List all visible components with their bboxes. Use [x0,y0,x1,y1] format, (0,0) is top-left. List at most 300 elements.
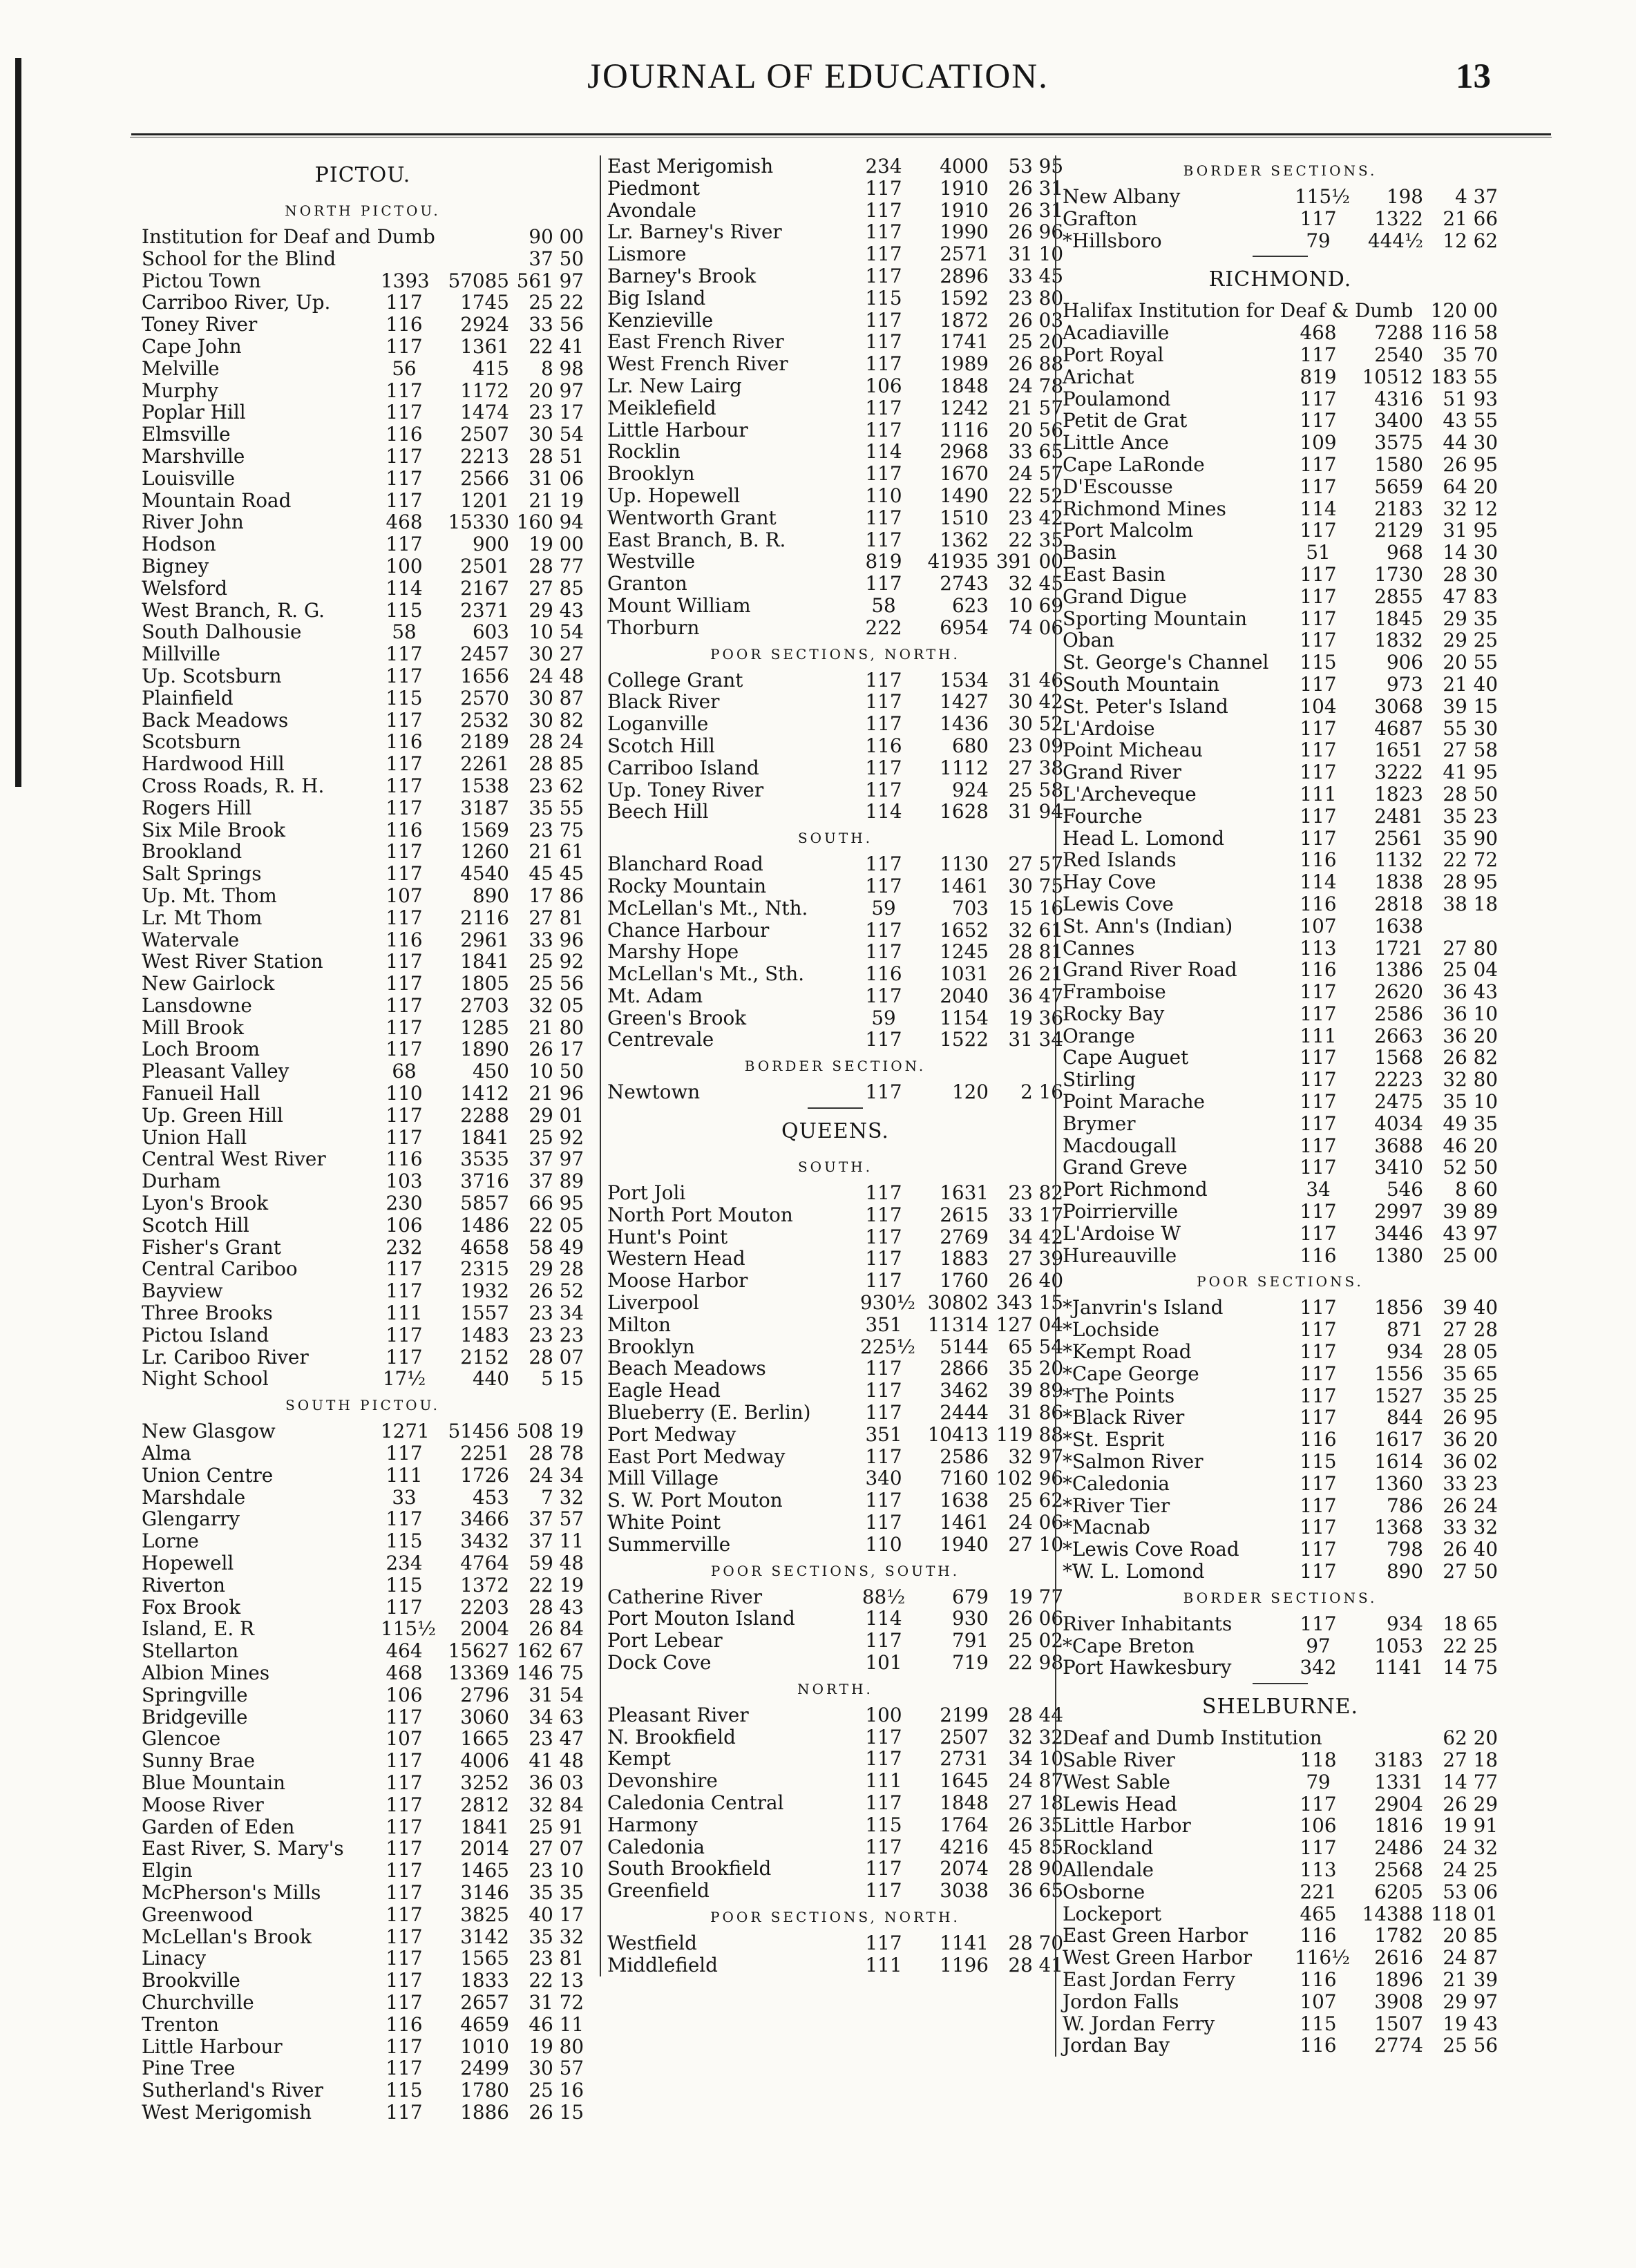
grant-amount: 30 52 [1008,712,1063,736]
school-section-name: Rocky Bay [1063,1002,1165,1025]
attendance-total: 2004 [460,1617,509,1641]
days-taught: 117 [865,506,902,529]
grant-amount: 28 81 [1008,940,1063,964]
days-taught: 117 [1300,409,1337,432]
attendance-total: 10413 [927,1422,989,1446]
attendance-total: 1565 [460,1947,509,1970]
grant-amount: 343 15 [996,1291,1063,1315]
school-section-name: College Grant [607,668,743,692]
school-section-name: Head L. Lomond [1063,826,1225,850]
attendance-total: 1154 [940,1006,989,1029]
table-row [607,463,1063,485]
days-taught: 117 [1300,1406,1337,1429]
days-taught: 117 [386,774,423,797]
grant-amount: 36 10 [1443,1002,1498,1025]
table-row [142,358,584,380]
days-taught: 33 [392,1485,417,1509]
table-row [607,1270,1063,1292]
attendance-total: 1260 [460,840,509,864]
school-section-name: Jordan Bay [1063,2034,1170,2057]
school-section-name: Poulamond [1063,387,1171,410]
attendance-total: 2074 [940,1857,989,1880]
days-taught: 117 [1300,1560,1337,1583]
days-taught: 117 [1300,584,1337,608]
grant-amount: 25 58 [1008,778,1063,801]
school-section-name: Hardwood Hill [142,752,285,776]
grant-amount: 183 55 [1430,365,1498,388]
school-section-name: Piedmont [607,176,701,200]
table-row [607,1292,1063,1314]
grant-amount: 28 05 [1443,1340,1498,1364]
grant-amount: 120 00 [1430,299,1498,323]
days-taught: 115 [1300,1450,1337,1474]
days-taught: 117 [865,690,902,714]
attendance-total: 1631 [940,1181,989,1205]
attendance-total: 2904 [1374,1792,1423,1816]
days-taught: 117 [386,379,423,402]
table-row [607,353,1063,375]
grant-amount: 26 29 [1443,1792,1498,1816]
attendance-total: 2968 [940,440,989,464]
attendance-total: 7288 [1374,321,1423,345]
days-taught: 117 [1300,1362,1337,1385]
school-section-name: Granton [607,572,687,595]
school-section-name: Kempt [607,1747,671,1771]
grant-amount: 35 32 [529,1925,584,1948]
school-section-name: Alma [142,1442,191,1465]
attendance-total: 1721 [1374,936,1423,960]
grant-amount: 15 16 [1008,896,1063,919]
attendance-total: 1436 [940,712,989,736]
days-taught: 117 [1300,1002,1337,1025]
attendance-total: 2223 [1374,1068,1423,1092]
table-row [142,1148,584,1170]
attendance-total: 3410 [1374,1156,1423,1179]
attendance-total: 3716 [460,1170,509,1193]
days-taught: 110 [865,1532,902,1556]
table-row [142,1237,584,1259]
table-row [1063,1223,1498,1245]
attendance-total [469,226,529,248]
grant-amount: 32 97 [1008,1445,1063,1468]
grant-amount: 58 49 [529,1235,584,1259]
attendance-total: 2896 [940,264,989,287]
school-section-name: Plainfield [142,686,234,709]
school-section-name: Loganville [607,712,709,736]
table-row [1063,1319,1498,1341]
school-section-name: Hunt's Point [607,1225,728,1248]
grant-amount: 17 86 [529,884,584,907]
days-taught: 117 [865,1203,902,1226]
table-row [1063,1561,1498,1583]
table-row [607,1029,1063,1051]
days-taught: 117 [865,940,902,964]
table-row [607,551,1063,573]
grant-amount: 24 78 [1008,374,1063,397]
days-taught: 117 [386,906,423,929]
attendance-total: 1848 [940,1791,989,1814]
school-section-name: Churchville [142,1990,254,2014]
attendance-total: 1645 [940,1769,989,1793]
grant-amount: 27 50 [1443,1560,1498,1583]
grant-amount: 53 06 [1443,1880,1498,1903]
grant-amount: 25 56 [1443,2034,1498,2057]
attendance-total: 2189 [460,730,509,754]
grant-amount: 27 81 [529,906,584,929]
section-heading: POOR SECTIONS. [1197,1273,1364,1290]
days-taught: 117 [865,1511,902,1534]
days-taught: 340 [865,1467,902,1490]
school-section-name: Cape John [142,334,242,358]
attendance-total: 2288 [460,1103,509,1127]
school-section-name: Fisher's Grant [142,1235,281,1259]
days-taught: 117 [865,1489,902,1512]
attendance-total: 1910 [940,198,989,222]
grant-amount: 51 93 [1443,387,1498,410]
grant-amount: 37 57 [529,1507,584,1531]
grant-amount: 19 91 [1443,1814,1498,1838]
table-row [142,1552,584,1574]
grant-amount: 10 50 [529,1060,584,1083]
grant-amount: 116 58 [1430,321,1498,345]
section-heading: BORDER SECTIONS. [1183,1589,1378,1606]
table-row [607,801,1063,823]
grant-amount: 31 46 [1008,668,1063,692]
grant-amount: 26 31 [1008,198,1063,222]
table-row [142,401,584,423]
table-row [607,1204,1063,1226]
margin-bar [15,58,21,787]
attendance-total: 10512 [1362,365,1423,388]
school-section-name: Big Island [607,286,706,309]
attendance-total: 786 [1386,1494,1423,1517]
attendance-total: 1883 [940,1247,989,1270]
attendance-total: 1872 [940,308,989,332]
attendance-total: 2315 [460,1257,509,1281]
school-section-name: D'Escousse [1063,475,1173,498]
table-row [607,1836,1063,1858]
grant-amount: 26 15 [529,2100,584,2124]
table-row [1063,208,1498,230]
school-section-name: *Macnab [1063,1516,1150,1539]
table-row [607,265,1063,287]
days-taught: 117 [865,984,902,1007]
table-row [142,1324,584,1346]
grant-amount: 22 13 [529,1969,584,1992]
grant-amount: 46 20 [1443,1134,1498,1157]
school-section-name: Welsford [142,576,228,600]
days-taught: 1271 [381,1420,430,1443]
table-row [142,951,584,973]
school-section-name: Institution for Deaf and Dumb [142,225,435,248]
school-section-name: Lorne [142,1530,199,1553]
attendance-total: 1362 [940,528,989,551]
school-section-name: South Brookfield [607,1857,772,1880]
days-taught: 79 [1306,1770,1331,1793]
grant-amount: 28 85 [529,752,584,776]
attendance-total: 1031 [940,962,989,986]
table-row [1063,388,1498,410]
table-row [142,1170,584,1192]
days-taught: 115 [865,1813,902,1836]
attendance-total: 1592 [940,286,989,309]
grant-amount: 30 75 [1008,874,1063,897]
grant-amount: 32 80 [1443,1068,1498,1092]
school-section-name: Middlefield [607,1953,718,1976]
school-section-name: McPherson's Mills [142,1880,321,1904]
table-row [142,314,584,336]
table-row [1063,1047,1498,1069]
grant-amount: 33 96 [529,928,584,951]
attendance-total: 890 [1386,1560,1423,1583]
days-taught: 117 [865,874,902,897]
grant-amount: 26 03 [1008,308,1063,332]
table-row [607,441,1063,463]
table-row [1063,476,1498,498]
table-row [1063,1385,1498,1407]
grant-amount: 65 54 [1008,1335,1063,1358]
school-section-name: Albion Mines [142,1661,270,1684]
table-row [1063,674,1498,696]
days-taught: 116 [1300,2034,1337,2057]
grant-amount: 27 18 [1443,1748,1498,1771]
table-row [142,1947,584,1970]
table-row [142,511,584,533]
table-row [607,779,1063,801]
table-row [607,485,1063,507]
column-2 [600,155,1063,1976]
days-taught: 465 [1300,1902,1337,1925]
attendance-total: 444½ [1368,229,1423,252]
school-section-name: Catherine River [607,1585,762,1608]
grant-amount: 26 31 [1008,176,1063,200]
table-row [1063,718,1498,740]
attendance-total: 450 [472,1060,509,1083]
section-heading: POOR SECTIONS, NORTH. [710,1908,960,1925]
attendance-total: 2251 [460,1442,509,1465]
attendance-total: 2481 [1374,804,1423,828]
school-section-name: Richmond Mines [1063,497,1226,520]
table-row [1063,2013,1498,2035]
grant-amount: 27 38 [1008,756,1063,779]
table-row [1063,1793,1498,1816]
days-taught: 101 [865,1651,902,1675]
grant-amount: 27 57 [1008,852,1063,876]
table-row [142,1772,584,1794]
grant-amount: 35 10 [1443,1090,1498,1114]
school-section-name: Point Micheau [1063,738,1203,762]
table-row [607,1770,1063,1792]
attendance-total: 2507 [940,1725,989,1748]
school-section-name: Glencoe [142,1727,221,1751]
days-taught: 114 [865,1607,902,1630]
days-taught: 117 [386,488,423,512]
days-taught: 117 [865,242,902,266]
table-row [607,1814,1063,1836]
school-section-name: Elgin [142,1859,193,1883]
school-section-name: Carriboo Island [607,756,759,779]
grant-amount: 33 45 [1008,264,1063,287]
grant-amount: 37 50 [529,247,584,270]
attendance-total: 1201 [460,488,509,512]
days-taught: 117 [1300,1516,1337,1539]
days-taught: 114 [1300,870,1337,894]
days-taught: 117 [386,1507,423,1531]
school-section-name: Lr. New Lairg [607,374,742,397]
grant-amount: 31 86 [1008,1401,1063,1424]
school-section-name: Toney River [142,313,258,336]
table-row [142,533,584,555]
school-section-name: Grafton [1063,207,1138,230]
grant-amount: 22 41 [529,334,584,358]
school-section-name: Grand River [1063,761,1181,784]
attendance-total: 680 [951,734,989,757]
table-row [1063,761,1498,783]
table-row [607,919,1063,942]
grant-amount: 26 06 [1008,1607,1063,1630]
grant-amount: 160 94 [516,511,584,534]
school-section-name: East Branch, B. R. [607,528,786,551]
attendance-total: 844 [1386,1406,1423,1429]
table-row [607,1932,1063,1954]
grant-amount: 27 58 [1443,738,1498,762]
attendance-total: 2540 [1374,343,1423,366]
grant-amount: 36 02 [1443,1450,1498,1474]
school-section-name: *Salmon River [1063,1450,1204,1474]
attendance-total: 906 [1386,651,1423,674]
grant-amount: 20 56 [1008,418,1063,441]
days-taught: 117 [386,993,423,1017]
attendance-total: 2657 [460,1990,509,2014]
days-taught: 117 [1300,1836,1337,1860]
grant-amount: 23 82 [1008,1181,1063,1205]
school-section-name: L'Archeveque [1063,782,1197,806]
grant-amount: 23 17 [529,401,584,424]
table-row [142,1214,584,1237]
school-section-name: *The Points [1063,1384,1175,1407]
table-row [142,731,584,753]
grant-amount: 127 04 [996,1313,1063,1336]
table-row [1063,432,1498,454]
table-row [1063,696,1498,718]
school-section-name: Little Harbour [607,418,748,441]
table-row [142,709,584,732]
grant-amount: 32 45 [1008,572,1063,595]
grant-amount: 28 78 [529,1442,584,1465]
table-row [1063,608,1498,630]
table-section [607,853,1063,1051]
grant-amount: 21 61 [529,840,584,864]
grant-amount: 508 19 [516,1420,584,1443]
school-section-name: Sable River [1063,1748,1175,1771]
table-row [1063,1859,1498,1881]
attendance-total: 2507 [460,423,509,446]
table-row [142,885,584,907]
attendance-total: 1141 [1374,1656,1423,1679]
attendance-total: 1569 [460,818,509,841]
attendance-total: 1614 [1374,1450,1423,1474]
attendance-total: 2152 [460,1345,509,1369]
grant-amount: 33 23 [1443,1471,1498,1495]
days-taught: 115½ [381,1617,436,1641]
grant-amount: 29 35 [1443,607,1498,630]
days-taught: 234 [386,1552,423,1575]
table-row [1063,1635,1498,1657]
attendance-total: 1568 [1374,1046,1423,1069]
days-taught: 115 [386,1573,423,1597]
attendance-total: 2570 [460,686,509,709]
school-section-name: Island, E. R [142,1617,254,1641]
attendance-total: 1461 [940,874,989,897]
school-section-name: Harmony [607,1813,698,1836]
section-heading: BORDER SECTIONS. [1183,162,1378,179]
school-section-name: Rocklin [607,440,681,464]
grant-amount: 30 54 [529,423,584,446]
school-section-name: Lewis Cove [1063,892,1174,915]
school-section-name: New Glasgow [142,1420,276,1443]
school-section-name: Eagle Head [607,1379,721,1402]
grant-amount: 25 04 [1443,958,1498,982]
school-section-name: Melville [142,356,220,380]
grant-amount: 36 03 [529,1771,584,1794]
attendance-total: 871 [1386,1318,1423,1342]
days-taught: 117 [865,572,902,595]
days-taught: 117 [386,1969,423,1992]
attendance-total: 3038 [940,1879,989,1903]
grant-amount: 27 80 [1443,936,1498,960]
attendance-total: 2796 [460,1683,509,1706]
attendance-total: 2568 [1374,1858,1423,1881]
school-section-name: Macdougall [1063,1134,1177,1157]
grant-amount: 37 89 [529,1170,584,1193]
school-section-name: Green's Brook [607,1006,747,1029]
table-row [142,1838,584,1860]
table-row [1063,344,1498,366]
attendance-total: 4687 [1374,716,1423,740]
attendance-total: 4006 [460,1749,509,1773]
days-taught: 468 [1300,321,1337,345]
attendance-total: 1940 [940,1532,989,1556]
attendance-total: 2615 [940,1203,989,1226]
days-taught: 117 [865,1835,902,1858]
table-row [607,897,1063,919]
days-taught: 116 [1300,958,1337,982]
attendance-total: 623 [951,593,989,617]
attendance-total: 3432 [460,1530,509,1553]
grant-amount: 28 51 [529,444,584,468]
attendance-total: 2566 [460,466,509,490]
school-section-name: New Albany [1063,185,1181,208]
grant-amount [1423,915,1498,937]
attendance-total: 4000 [940,155,989,178]
attendance-total: 1760 [940,1269,989,1293]
section-heading: SOUTH. [797,1159,873,1176]
column-3 [1055,155,1498,2057]
days-taught: 116 [386,2012,423,2036]
journal-title: JOURNAL OF EDUCATION. [587,57,1049,96]
grant-amount: 34 10 [1008,1747,1063,1771]
table-row [607,1357,1063,1380]
table-row [142,863,584,885]
days-taught: 117 [865,756,902,779]
table-row [1063,1837,1498,1859]
days-taught: 117 [865,1401,902,1424]
days-taught: 117 [1300,804,1337,828]
table-row [1063,1407,1498,1429]
grant-amount: 18 65 [1443,1612,1498,1635]
attendance-total: 4316 [1374,387,1423,410]
table-row [142,1302,584,1324]
